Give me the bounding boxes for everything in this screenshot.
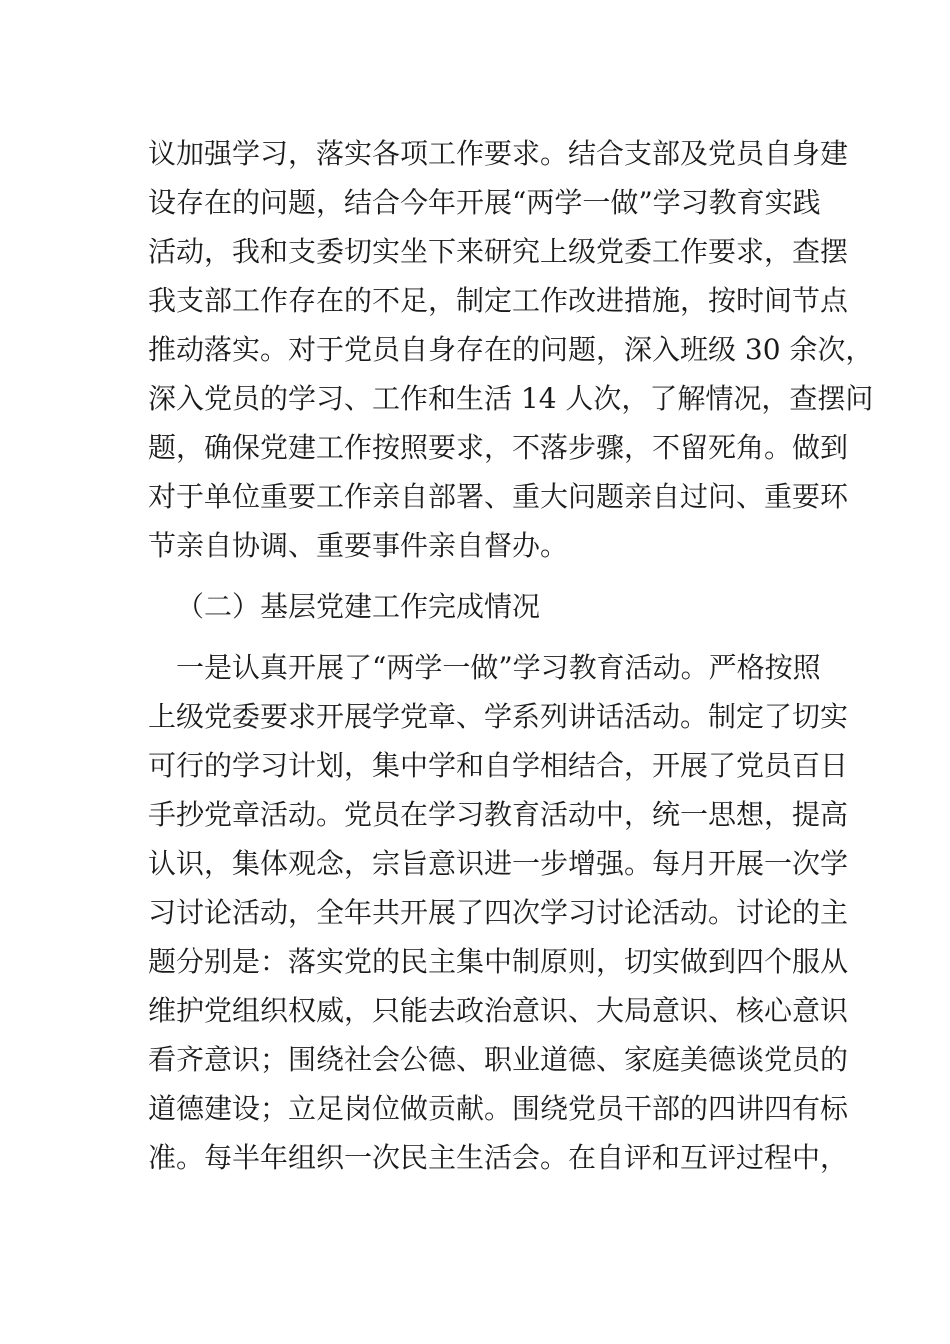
paragraph1-line-9: 节亲自协调、重要事件亲自督办。: [148, 529, 569, 562]
paragraph1-line-1: 议加强学习，落实各项工作要求。结合支部及党员自身建: [148, 137, 849, 170]
paragraph2-line-5: 认识，集体观念，宗旨意识进一步增强。每月开展一次学: [148, 847, 849, 880]
paragraph1-line-3: 活动，我和支委切实坐下来研究上级党委工作要求，查摆: [148, 235, 849, 268]
paragraph2-line-2: 上级党委要求开展学党章、学系列讲话活动。制定了切实: [148, 700, 849, 733]
paragraph2-line-9: 看齐意识；围绕社会公德、职业道德、家庭美德谈党员的: [148, 1043, 849, 1076]
section-heading: （二）基层党建工作完成情况: [176, 590, 541, 623]
paragraph1-line-2: 设存在的问题，结合今年开展“两学一做”学习教育实践: [148, 186, 821, 219]
paragraph1-line-6: 深入党员的学习、工作和生活 14 人次，了解情况，查摆问: [148, 382, 874, 415]
paragraph2-line-6: 习讨论活动，全年共开展了四次学习讨论活动。讨论的主: [148, 896, 849, 929]
paragraph2-line-11: 准。每半年组织一次民主生活会。在自评和互评过程中，: [148, 1141, 849, 1174]
paragraph1-line-5: 推动落实。对于党员自身存在的问题，深入班级 30 余次，: [148, 333, 874, 366]
paragraph1-line-7: 题，确保党建工作按照要求，不落步骤，不留死角。做到: [148, 431, 849, 464]
paragraph2-line-1: 一是认真开展了“两学一做”学习教育活动。严格按照: [176, 651, 821, 684]
paragraph2-line-3: 可行的学习计划，集中学和自学相结合，开展了党员百日: [148, 749, 849, 782]
paragraph1-line-8: 对于单位重要工作亲自部署、重大问题亲自过问、重要环: [148, 480, 849, 513]
paragraph2-line-7: 题分别是：落实党的民主集中制原则，切实做到四个服从: [148, 945, 849, 978]
paragraph2-line-10: 道德建设；立足岗位做贡献。围绕党员干部的四讲四有标: [148, 1092, 849, 1125]
paragraph2-line-4: 手抄党章活动。党员在学习教育活动中，统一思想，提高: [148, 798, 849, 831]
paragraph2-line-8: 维护党组织权威，只能去政治意识、大局意识、核心意识: [148, 994, 849, 1027]
paragraph1-line-4: 我支部工作存在的不足，制定工作改进措施，按时间节点: [148, 284, 849, 317]
